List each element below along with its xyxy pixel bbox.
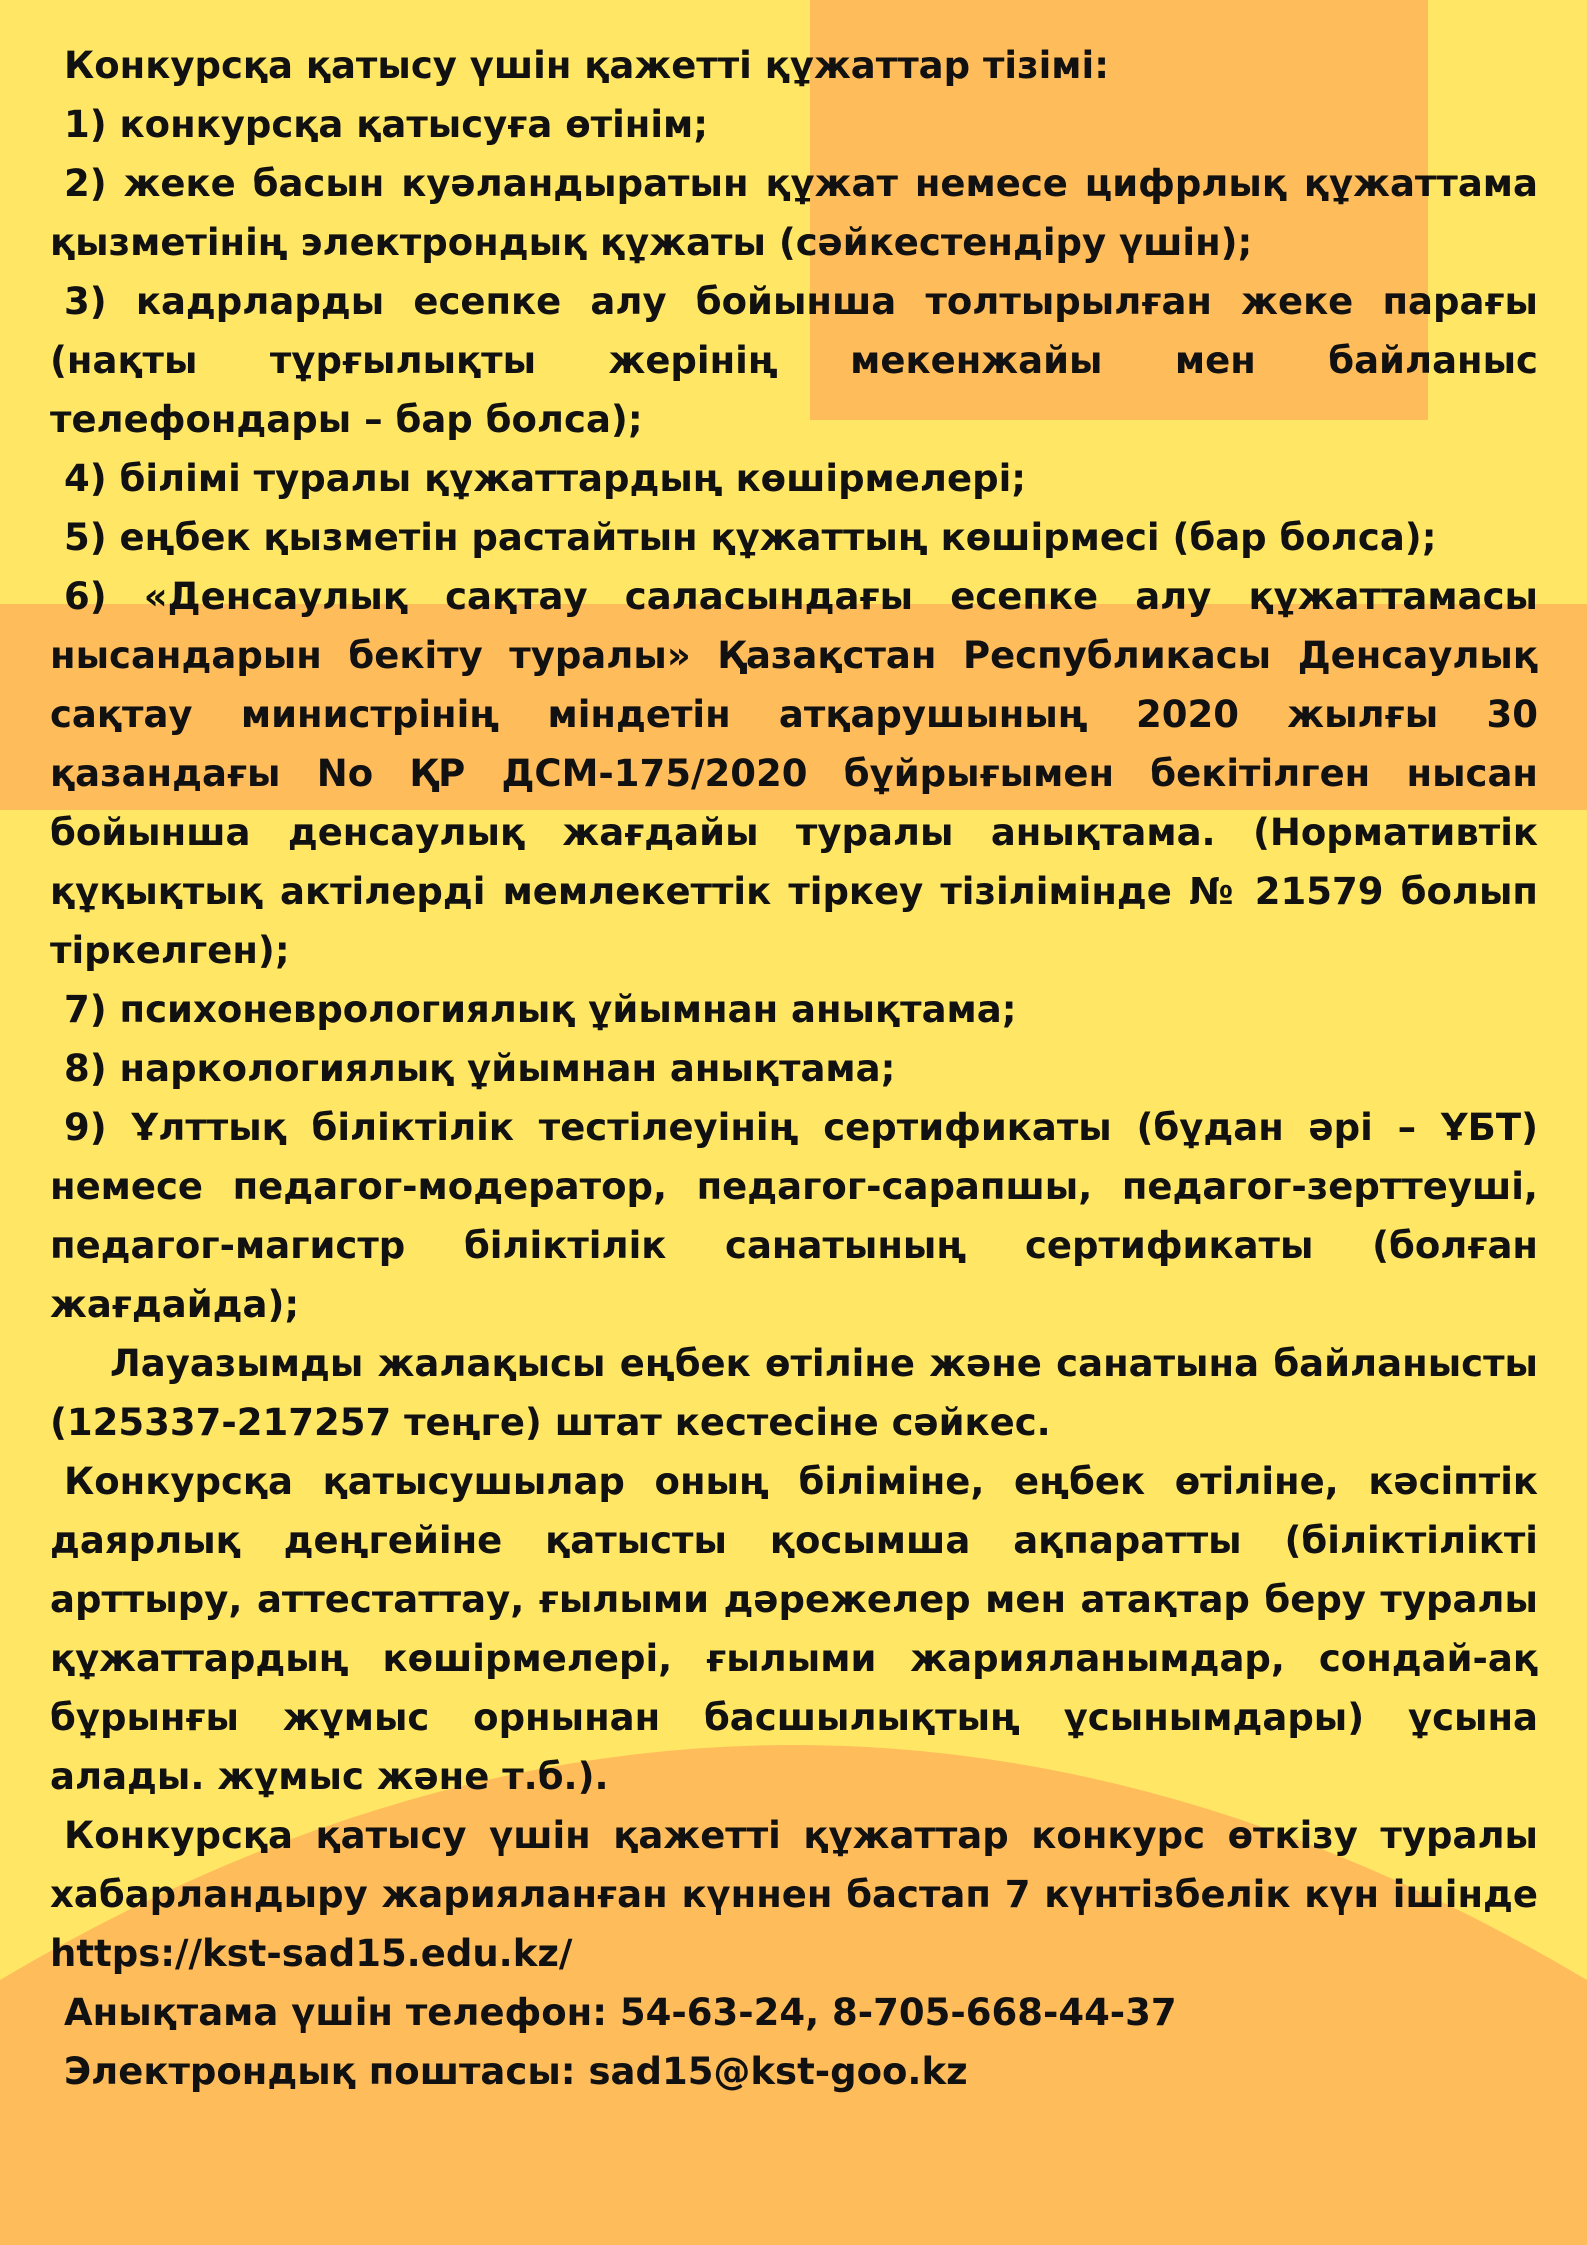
email-line: Электрондық поштасы: sad15@kst-goo.kz xyxy=(64,2050,968,2093)
document-heading: Конкурсқа қатысу үшін қажетті құжаттар тізімі: xyxy=(64,44,1110,87)
phone-line: Анықтама үшін телефон: 54-63-24, 8-705-668-44-37 xyxy=(64,1991,1177,2034)
deadline-paragraph: Конкурсқа қатысу үшін қажетті құжаттар конкурс өткізу туралы хабарландыру жарияланған күннен бастап 7 күнтізбелік күн ішінде https://kst-sad15.edu.kz/ xyxy=(50,1814,1538,1975)
salary-paragraph: Лауазымды жалақысы еңбек өтіліне және санатына байланысты (125337-217257 теңге) штат кестесіне сәйкес. xyxy=(50,1342,1538,1444)
list-item-2: 2) жеке басын куәландыратын құжат немесе цифрлық құжаттама қызметінің электрондық құжаты (сәйкестендіру үшін); xyxy=(50,162,1538,264)
list-item-4: 4) білімі туралы құжаттардың көшірмелері; xyxy=(64,457,1027,500)
list-item-3: 3) кадрларды есепке алу бойынша толтырылған жеке парағы (нақты тұрғылықты жерінің мекенжайы мен байланыс телефондары – бар болса); xyxy=(50,280,1538,441)
list-item-1: 1) конкурсқа қатысуға өтінім; xyxy=(64,103,709,146)
list-item-6: 6) «Денсаулық сақтау саласындағы есепке алу құжаттамасы нысандарын бекіту туралы» Қазақстан Республикасы Денсаулық сақтау министрінің міндетін атқарушының 2020 жылғы 30 қазандағы No ҚР ДСМ-175/2020 бұйрығымен бекітілген нысан бойынша денсаулық жағдайы туралы анықтама. (Нормативтік құқықтық актілерді мемлекеттік тіркеу тізілімінде № 21579 болып тіркелген); xyxy=(50,575,1538,972)
list-item-7: 7) психоневрологиялық ұйымнан анықтама; xyxy=(64,988,1017,1031)
additional-info-paragraph: Конкурсқа қатысушылар оның біліміне, еңбек өтіліне, кәсіптік даярлық деңгейіне қатысты қосымша ақпаратты (біліктілікті арттыру, аттестаттау, ғылыми дәрежелер мен атақтар беру туралы құжаттардың көшірмелері, ғылыми жарияланымдар, сондай-ақ бұрынғы жұмыс орнынан басшылықтың ұсынымдары) ұсына алады. жұмыс және т.б.). xyxy=(50,1460,1538,1798)
list-item-8: 8) наркологиялық ұйымнан анықтама; xyxy=(64,1047,896,1090)
document-body xyxy=(50,36,1538,2101)
list-item-9: 9) Ұлттық біліктілік тестілеуінің сертификаты (бұдан әрі – ҰБТ) немесе педагог-модератор, педагог-сарапшы, педагог-зерттеуші, педагог-магистр біліктілік санатының сертификаты (болған жағдайда); xyxy=(50,1106,1538,1326)
list-item-5: 5) еңбек қызметін растайтын құжаттың көшірмесі (бар болса); xyxy=(64,516,1437,559)
